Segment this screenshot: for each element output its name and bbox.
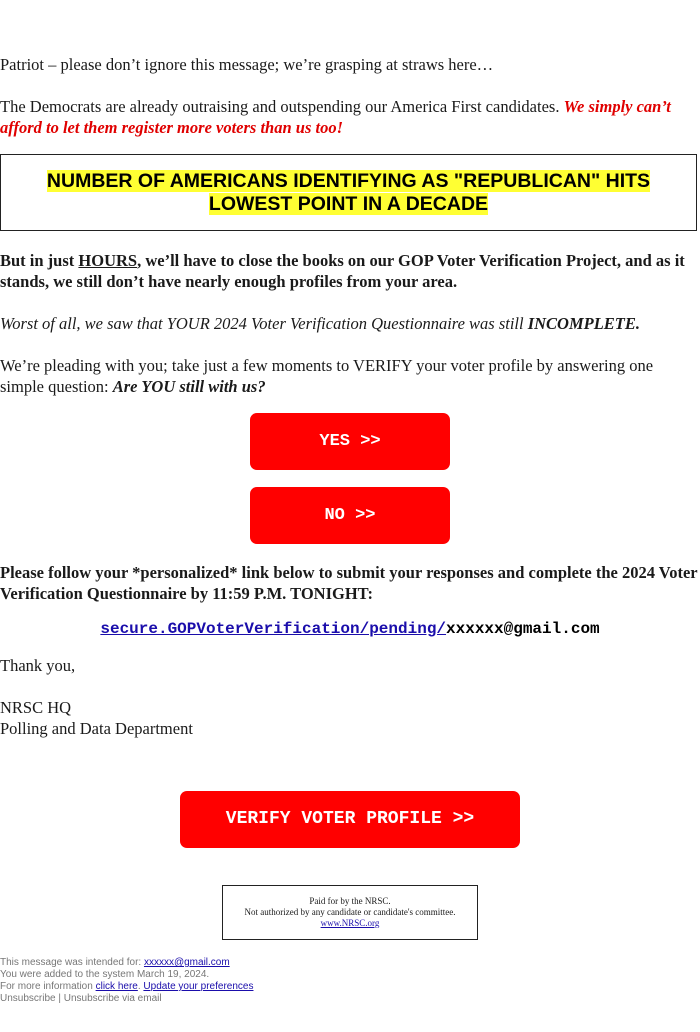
yes-button[interactable]: YES >> bbox=[250, 413, 450, 470]
paragraph-deadline-prefix: But in just bbox=[0, 251, 79, 270]
footer-update-preferences-link[interactable]: Update your preferences bbox=[143, 981, 254, 992]
paragraph-instructions: Please follow your *personalized* link below to submit your responses and complete the 2024 Voter Verification Questionnaire by 11:59 P.M. TONIGHT: bbox=[0, 563, 698, 603]
footer-unsubscribe[interactable]: Unsubscribe bbox=[0, 993, 56, 1004]
footer-intended-email-link[interactable]: xxxxxx@gmail.com bbox=[143, 957, 230, 968]
footer-pipe: | bbox=[55, 993, 64, 1004]
paragraph-deadline-rest: , we’ll have to close the books on our GOP Voter Verification Project, and as it stands, we still don’t have nearly enough profiles from your area. bbox=[0, 251, 685, 291]
footer-click-here-link[interactable]: click here bbox=[95, 981, 138, 992]
no-button[interactable]: NO >> bbox=[250, 487, 450, 544]
footer-unsubscribe-line bbox=[0, 993, 700, 1005]
footer-intended-label: This message was intended for: bbox=[0, 957, 144, 968]
footer-more-info-line bbox=[0, 981, 700, 993]
paragraph-deadline bbox=[0, 250, 700, 292]
paragraph-democrats-emphasis: We simply can’t afford to let them register more voters than us too! bbox=[0, 97, 671, 137]
paragraph-pleading bbox=[0, 355, 700, 397]
footer-more-info-label: For more information bbox=[0, 981, 96, 992]
intro-text: Patriot – please don’t ignore this message; we’re grasping at straws here… bbox=[0, 55, 494, 74]
headline-line-1: NUMBER OF AMERICANS IDENTIFYING AS "REPUBLICAN" HITS bbox=[46, 169, 651, 192]
footer-intended-line bbox=[0, 957, 700, 969]
verify-voter-profile-button[interactable]: VERIFY VOTER PROFILE >> bbox=[180, 791, 520, 848]
paragraph-democrats bbox=[0, 96, 700, 138]
headline-box bbox=[0, 154, 697, 231]
incomplete-emphasis: INCOMPLETE. bbox=[527, 314, 641, 333]
signature-org: NRSC HQ bbox=[0, 698, 72, 717]
paragraph-incomplete-text: Worst of all, we saw that YOUR 2024 Voter Verification Questionnaire was still bbox=[0, 314, 528, 333]
disclaimer-line-1: Paid for by the NRSC. bbox=[309, 896, 391, 906]
paragraph-democrats-text: The Democrats are already outraising and outspending our America First candidates. bbox=[0, 97, 564, 116]
nrsc-website-link[interactable]: www.NRSC.org bbox=[320, 918, 380, 928]
signoff: Thank you, bbox=[0, 656, 76, 675]
personalized-link-email: xxxxxx@gmail.com bbox=[446, 620, 600, 638]
footer-added-line: You were added to the system March 19, 2024. bbox=[0, 969, 210, 980]
headline-line-2: LOWEST POINT IN A DECADE bbox=[208, 192, 489, 215]
headline bbox=[47, 170, 650, 216]
signature-dept: Polling and Data Department bbox=[0, 719, 193, 738]
question-emphasis: Are YOU still with us? bbox=[112, 377, 266, 396]
disclaimer-line-2: Not authorized by any candidate or candidate's committee. bbox=[244, 907, 456, 917]
paragraph-incomplete bbox=[0, 313, 700, 334]
hours-emphasis: HOURS bbox=[78, 251, 138, 270]
paid-for-disclaimer bbox=[222, 885, 478, 940]
footer-separator: . bbox=[137, 981, 144, 992]
personalized-link bbox=[0, 619, 700, 640]
email-footer bbox=[0, 957, 700, 1005]
personalized-link-url[interactable]: secure.GOPVoterVerification/pending/ bbox=[100, 620, 447, 638]
paragraph-pleading-text: We’re pleading with you; take just a few moments to VERIFY your voter profile by answering one simple question: bbox=[0, 356, 654, 396]
footer-unsubscribe-email[interactable]: Unsubscribe via email bbox=[63, 993, 162, 1004]
